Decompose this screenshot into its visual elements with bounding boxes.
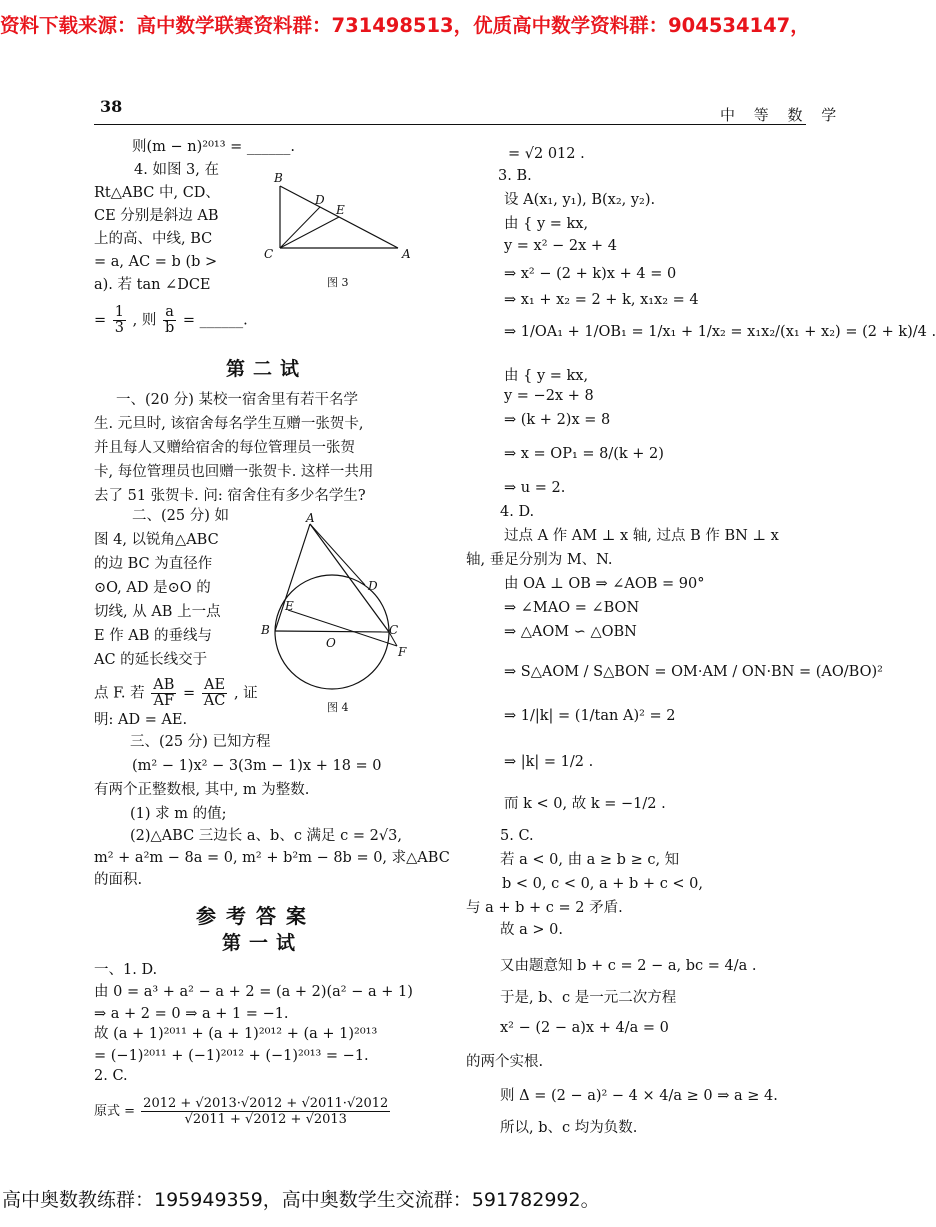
answer-4-line: 4. D. [500, 504, 535, 520]
fig3-label-b: B [274, 171, 283, 185]
problem-1-line: 并且每人又赠给宿舍的每位管理员一张贺 [94, 440, 355, 456]
fig3-label-d: D [315, 193, 325, 207]
fig4-label-o: O [326, 636, 336, 650]
answer-3-line: ⇒ u = 2. [504, 480, 566, 496]
answer-5-line: 则 Δ = (2 − a)² − 4 × 4/a ≥ 0 ⇒ a ≥ 4. [500, 1088, 778, 1104]
answer-1-line: 由 0 = a³ + a² − a + 2 = (a + 2)(a² − a + 1) [94, 984, 413, 1000]
answer-2-line: 2. C. [94, 1068, 128, 1084]
answer-3-line: y = −2x + 8 [504, 388, 594, 404]
second-test-title: 第二试 [226, 358, 308, 380]
answer-2-result: = √2 012 . [508, 146, 585, 162]
q3-tail: 则(m − n)²⁰¹³ = ______. [132, 139, 295, 155]
fig3-label-c: C [264, 247, 274, 261]
running-header: 中 等 数 学 [720, 106, 844, 124]
answer-5-line: 若 a < 0, 由 a ≥ b ≥ c, 知 [500, 852, 680, 868]
answer-1-line: 故 (a + 1)²⁰¹¹ + (a + 1)²⁰¹² + (a + 1)²⁰¹³ [94, 1026, 378, 1042]
footer-banner: 高中奥数教练群：195949359，高中奥数学生交流群：591782992。 [2, 1189, 600, 1211]
answer-5-line: 又由题意知 b + c = 2 − a, bc = 4/a . [500, 958, 757, 974]
answer-5-line: 所以, b、c 均为负数. [500, 1120, 638, 1136]
answer-3-line: 设 A(x₁, y₁), B(x₂, y₂). [504, 192, 656, 208]
answer-4-line: ⇒ 1/|k| = (1/tan A)² = 2 [504, 708, 676, 724]
answer-3-line: 由 { y = kx, [504, 216, 589, 232]
problem-2-line: 切线, 从 AB 上一点 [94, 604, 221, 620]
problem-3-line: (1) 求 m 的值; [130, 806, 227, 822]
problem-1-line: 卡, 每位管理员也回赠一张贺卡. 这样一共用 [94, 464, 374, 480]
answer-2-fraction: 原式 = $\frac{2012 + √2013\cdot√2012 + √2011\cdot√2012}{√2011 + √2012 + √2013}$ [94, 1096, 389, 1127]
answer-4-line: 由 OA ⊥ OB ⇒ ∠AOB = 90° [504, 576, 705, 592]
answer-5-line: 于是, b、c 是一元二次方程 [500, 990, 677, 1006]
answer-3-line: y = x² − 2x + 4 [504, 238, 617, 254]
answer-4-line: ⇒ ∠MAO = ∠BON [504, 600, 640, 616]
fig3-label-e: E [336, 203, 345, 217]
q4-line: = a, AC = b (b > [94, 254, 218, 270]
problem-3-line: m² + a²m − 8a = 0, m² + b²m − 8b = 0, 求△ABC [94, 850, 450, 866]
q4-line: CE 分别是斜边 AB [94, 208, 219, 224]
problem-2-line-fractions: 点 F. 若 $\frac{AB}{AF}$ = $\frac{AE}{AC}$ , 证 [94, 677, 258, 709]
problem-3-line: (m² − 1)x² − 3(3m − 1)x + 18 = 0 [132, 758, 382, 774]
source-banner: 资料下载来源：高中数学联赛资料群：731498513，优质高中数学资料群：904534147， [0, 14, 810, 37]
answer-3-line: ⇒ 1/OA₁ + 1/OB₁ = 1/x₁ + 1/x₂ = x₁x₂/(x₁ + x₂) = (2 + k)/4 . [504, 324, 936, 340]
answer-5-line: b < 0, c < 0, a + b + c < 0, [502, 876, 704, 892]
problem-3-line: 有两个正整数根, 其中, m 为整数. [94, 782, 310, 798]
problem-1-line: 生. 元旦时, 该宿舍每名学生互赠一张贺卡, [94, 416, 364, 432]
answer-5-line: x² − (2 − a)x + 4/a = 0 [500, 1020, 669, 1036]
page-number: 38 [100, 97, 123, 116]
q4-line: a). 若 tan ∠DCE [94, 277, 211, 293]
problem-2-line: ⊙O, AD 是⊙O 的 [94, 580, 211, 596]
figure-4-caption: 图 4 [327, 701, 349, 714]
figure-3-caption: 图 3 [327, 276, 349, 289]
answer-3-line: ⇒ x = OP₁ = 8/(k + 2) [504, 446, 664, 462]
first-test-title: 第一试 [222, 932, 304, 954]
answer-3-line: 由 { y = kx, [504, 368, 589, 384]
q4-line: 上的高、中线, BC [94, 231, 213, 247]
answer-4-line: 而 k < 0, 故 k = −1/2 . [504, 796, 666, 812]
answer-5-line: 故 a > 0. [500, 922, 563, 938]
q4-line: 4. 如图 3, 在 [134, 162, 219, 178]
fig4-label-a: A [306, 511, 315, 525]
answer-3-line: 3. B. [498, 168, 532, 184]
answer-4-line: 过点 A 作 AM ⊥ x 轴, 过点 B 作 BN ⊥ x [504, 528, 779, 544]
figure-3-triangle [260, 168, 420, 268]
fig3-label-a: A [402, 247, 411, 261]
problem-2-line: 二、(25 分) 如 [132, 508, 229, 524]
problem-1-line: 一、(20 分) 某校一宿舍里有若干名学 [116, 392, 358, 408]
answers-title: 参考答案 [196, 904, 316, 928]
header-rule [94, 124, 806, 125]
fig4-label-c: C [389, 623, 399, 637]
answer-4-line: 轴, 垂足分别为 M、N. [466, 552, 613, 568]
problem-3-line: 三、(25 分) 已知方程 [130, 734, 271, 750]
fig4-label-e: E [285, 599, 294, 613]
answer-4-line: ⇒ △AOM ∽ △OBN [504, 624, 637, 640]
problem-1-line: 去了 51 张贺卡. 问: 宿舍住有多少名学生? [94, 488, 366, 504]
problem-2-line: 图 4, 以锐角△ABC [94, 532, 219, 548]
fig4-label-b: B [261, 623, 270, 637]
q4-line-fractions: = $\frac{1}{3}$ , 则 $\frac{a}{b}$ = ______. [94, 304, 248, 336]
answer-3-line: ⇒ x² − (2 + k)x + 4 = 0 [504, 266, 677, 282]
q4-line: Rt△ABC 中, CD、 [94, 185, 220, 201]
figure-4-circle [258, 512, 418, 692]
problem-3-line: (2)△ABC 三边长 a、b、c 满足 c = 2√3, [130, 828, 402, 844]
answer-5-line: 5. C. [500, 828, 534, 844]
answer-3-line: ⇒ x₁ + x₂ = 2 + k, x₁x₂ = 4 [504, 292, 699, 308]
problem-2-line: E 作 AB 的垂线与 [94, 628, 213, 644]
problem-2-line: 的边 BC 为直径作 [94, 556, 213, 572]
fig4-label-f: F [398, 645, 407, 659]
problem-2-line: AC 的延长线交于 [94, 652, 208, 668]
fig4-label-d: D [368, 579, 378, 593]
answer-5-line: 与 a + b + c = 2 矛盾. [466, 900, 623, 916]
problem-2-line: 明: AD = AE. [94, 712, 188, 728]
answer-3-line: ⇒ (k + 2)x = 8 [504, 412, 611, 428]
answer-4-line: ⇒ S△AOM / S△BON = OM·AM / ON·BN = (AO/BO)² [504, 664, 883, 680]
answer-1-line: ⇒ a + 2 = 0 ⇒ a + 1 = −1. [94, 1006, 289, 1022]
answer-1-line: 一、1. D. [94, 962, 158, 978]
answer-1-line: = (−1)²⁰¹¹ + (−1)²⁰¹² + (−1)²⁰¹³ = −1. [94, 1048, 369, 1064]
answer-4-line: ⇒ |k| = 1/2 . [504, 754, 594, 770]
answer-5-line: 的两个实根. [466, 1054, 544, 1070]
problem-3-line: 的面积. [94, 872, 143, 888]
